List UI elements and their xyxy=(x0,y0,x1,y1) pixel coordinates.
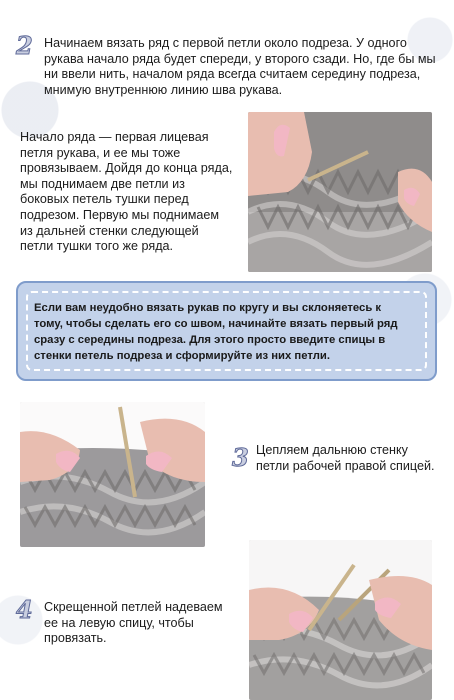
tip-note-text: Если вам неудобно вязать рукав по кругу и вы склоняетесь к тому, чтобы сделать его со швом, начинайте вязать первый ряд сразу с середины подреза. Для этого просто введите спицы в стенки петель подреза и сформируйте из них петли. xyxy=(34,302,398,362)
knitting-photo-1 xyxy=(248,112,432,272)
step-2-text: Начинаем вязать ряд с первой петли около подреза. У одного рукава начало ряда будет спереди, у второго сзади. Но, где бы мы ни ввели нить, началом ряда всегда считаем середину подреза, мнимую внутреннюю линию шва рукава. xyxy=(44,36,436,97)
step-number-4: 4 xyxy=(16,595,33,624)
tip-note-box xyxy=(16,281,437,381)
step-number-2: 2 xyxy=(16,31,33,60)
step-4-text: Скрещенной петлей надеваем ее на левую спицу, чтобы провязать. xyxy=(44,600,223,646)
knitting-photo-3 xyxy=(249,540,432,700)
step-3-text: Цепляем дальнюю стенку петли рабочей правой спицей. xyxy=(256,443,435,473)
row-start-paragraph: Начало ряда — первая лицевая петля рукава, и ее мы тоже провязываем. Дойдя до конца ряда, мы поднимаем две петли из боковых петель тушки перед подрезом. Первую мы поднимаем из дальней стенки следующей петли тушки того же ряда. xyxy=(20,130,233,254)
knitting-photo-2 xyxy=(20,402,205,547)
step-number-3: 3 xyxy=(232,443,249,472)
